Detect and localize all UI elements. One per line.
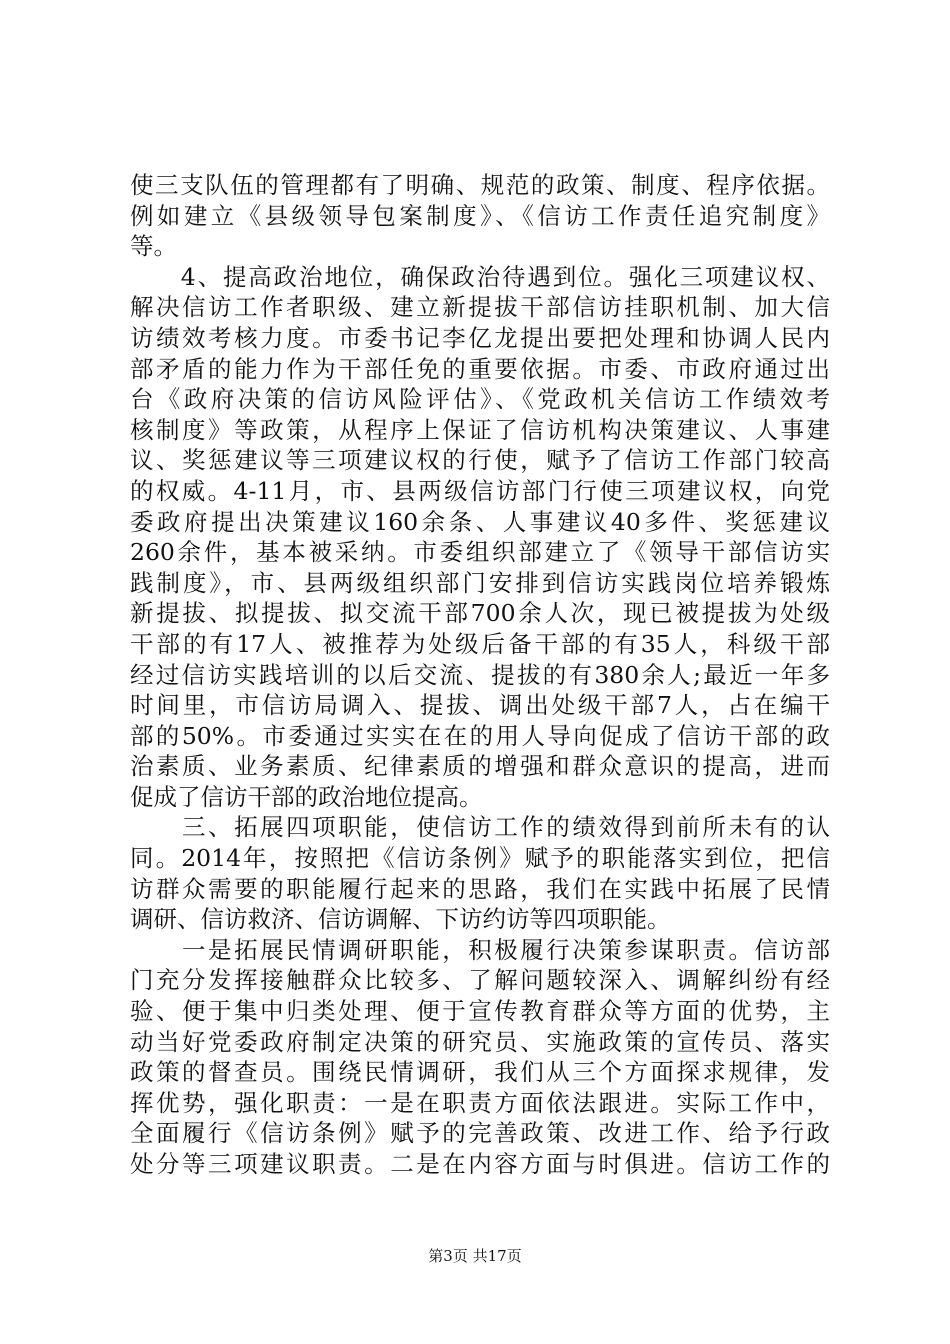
text-line: 解决信访工作者职级、建立新提拔干部信访挂职机制、加大信 <box>130 293 830 322</box>
text-line: 干部的有17人、被推荐为处级后备干部的有35人，科级干部 <box>130 629 830 658</box>
text-line: 时间里，市信访局调入、提拔、调出处级干部7人，占在编干 <box>130 691 830 720</box>
text-line: 验、便于集中归类处理、便于宣传教育群众等方面的优势，主 <box>130 997 830 1026</box>
text-line: 等。 <box>130 232 177 261</box>
text-line: 处分等三项建议职责。二是在内容方面与时俱进。信访工作的 <box>130 1150 830 1178</box>
text-line: 使三支队伍的管理都有了明确、规范的政策、制度、程序依据。 <box>130 171 830 199</box>
text-line: 的权威。4-11月，市、县两级信访部门行使三项建议权，向党 <box>130 476 830 505</box>
text-line: 三、拓展四项职能，使信访工作的绩效得到前所未有的认 <box>130 813 830 842</box>
text-line: 台《政府决策的信访风险评估》、《党政机关信访工作绩效考 <box>130 385 830 414</box>
text-line: 挥优势，强化职责：一是在职责方面依法跟进。实际工作中， <box>130 1088 830 1117</box>
text-line: 部矛盾的能力作为干部任免的重要依据。市委、市政府通过出 <box>130 354 830 383</box>
text-line: 部的50%。市委通过实实在在的用人导向促成了信访干部的政 <box>130 721 830 750</box>
page-footer: 第3页 共17页 <box>428 1247 522 1265</box>
text-line: 一是拓展民情调研职能，积极履行决策参谋职责。信访部 <box>130 935 830 964</box>
body-text <box>130 170 830 1180</box>
text-line: 促成了信访干部的政治地位提高。 <box>130 782 483 811</box>
text-line: 委政府提出决策建议160余条、人事建议40多件、奖惩建议 <box>130 507 830 536</box>
text-line: 例如建立《县级领导包案制度》、《信访工作责任追究制度》 <box>130 201 830 230</box>
text-line: 动当好党委政府制定决策的研究员、实施政策的宣传员、落实 <box>130 1027 830 1056</box>
text-line: 经过信访实践培训的以后交流、提拔的有380余人;最近一年多 <box>130 660 830 689</box>
text-line: 访绩效考核力度。市委书记李亿龙提出要把处理和协调人民内 <box>130 323 830 352</box>
text-line: 核制度》等政策，从程序上保证了信访机构决策建议、人事建 <box>130 415 830 444</box>
text-line: 议、奖惩建议等三项建议权的行使，赋予了信访工作部门较高 <box>130 446 830 475</box>
text-line: 新提拔、拟提拔、拟交流干部700余人次，现已被提拔为处级 <box>130 599 830 628</box>
text-line: 访群众需要的职能履行起来的思路，我们在实践中拓展了民情 <box>130 874 830 903</box>
text-line: 践制度》，市、县两级组织部门安排到信访实践岗位培养锻炼 <box>130 568 830 597</box>
text-line: 治素质、业务素质、纪律素质的增强和群众意识的提高，进而 <box>130 752 830 781</box>
text-line: 调研、信访救济、信访调解、下访约访等四项职能。 <box>130 905 671 934</box>
text-line: 门充分发挥接触群众比较多、了解问题较深入、调解纠纷有经 <box>130 966 830 995</box>
text-line: 政策的督查员。围绕民情调研，我们从三个方面探求规律，发 <box>130 1058 830 1087</box>
text-line: 260余件，基本被采纳。市委组织部建立了《领导干部信访实 <box>130 538 830 567</box>
text-line: 全面履行《信访条例》赋予的完善政策、改进工作、给予行政 <box>130 1119 830 1148</box>
text-line: 4、提高政治地位，确保政治待遇到位。强化三项建议权、 <box>130 262 830 291</box>
text-line: 同。2014年，按照把《信访条例》赋予的职能落实到位，把信 <box>130 844 830 873</box>
